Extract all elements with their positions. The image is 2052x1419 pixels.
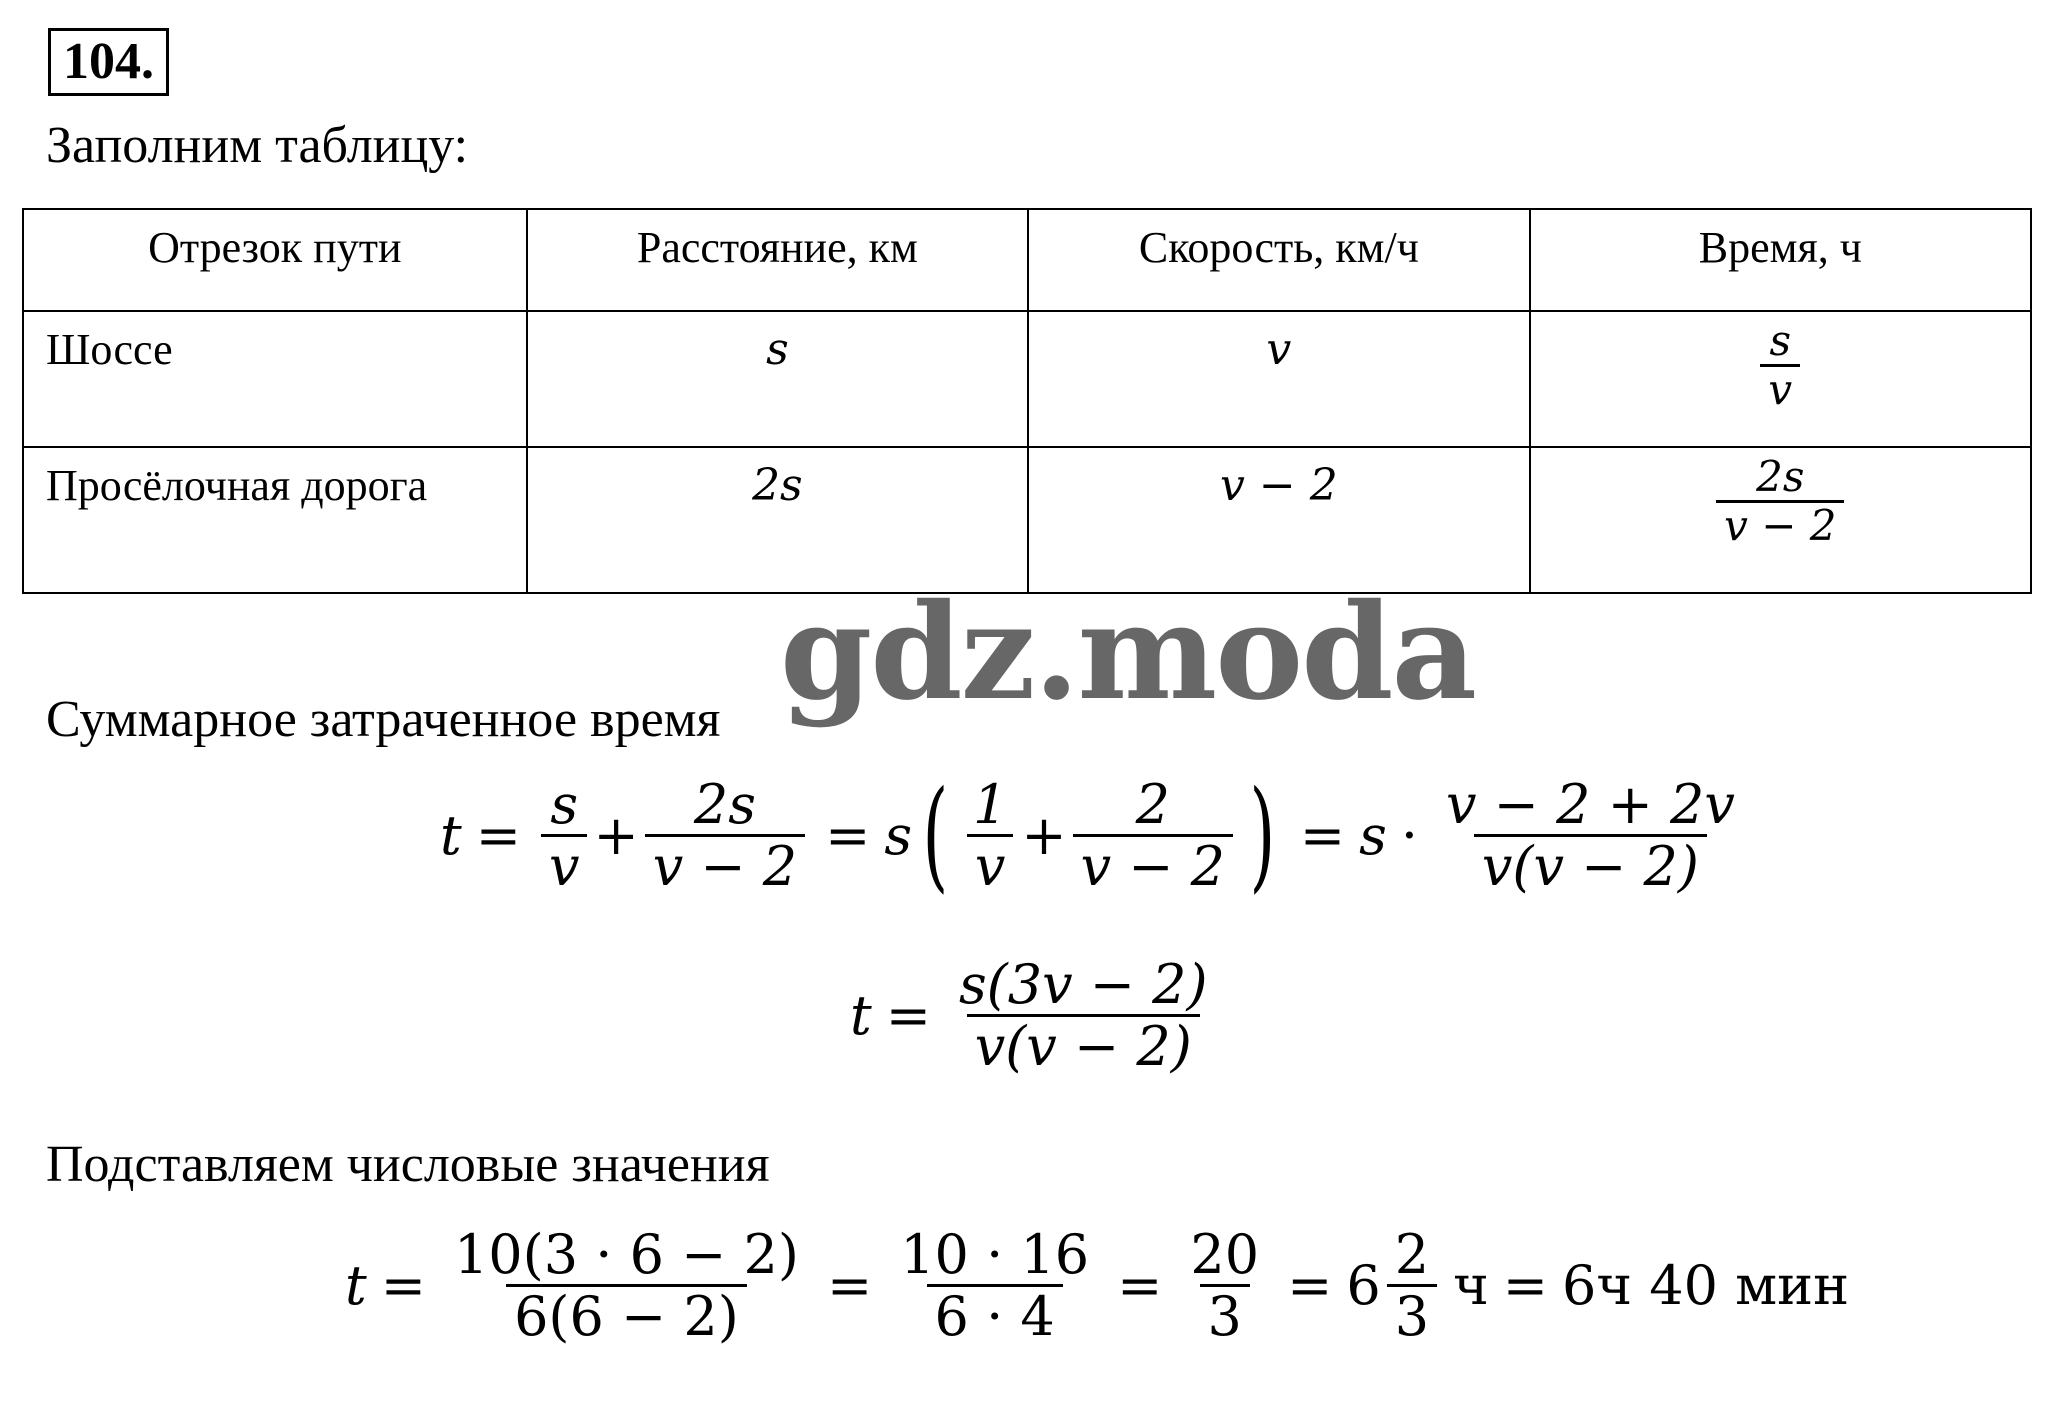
equation-1: [440, 765, 1749, 905]
eq1-right-paren: ): [1249, 765, 1276, 905]
eq3-equals: =: [380, 1254, 426, 1318]
substitute-label: Подставляем числовые значения: [46, 1136, 770, 1193]
eq1-frac5-den: v(v − 2): [1474, 834, 1707, 896]
eq3-equals-2: =: [826, 1254, 873, 1318]
segment-cell: Просёлочная дорога: [23, 447, 527, 593]
distance-cell: s: [527, 311, 1029, 447]
eq1-equals-2: =: [825, 804, 871, 868]
eq3-frac1: [446, 1225, 807, 1347]
eq1-frac1-den: v: [541, 834, 588, 896]
eq3-frac3: [1182, 1225, 1267, 1347]
eq3-equals-4: =: [1287, 1254, 1333, 1318]
eq3-lhs: t: [345, 1254, 367, 1318]
eq3-frac1-num: 10(3 · 6 − 2): [453, 1223, 799, 1286]
eq1-frac4-den: v − 2: [1073, 834, 1233, 896]
eq2-num: s(3v − 2): [958, 953, 1208, 1016]
eq3-whole: 6: [1346, 1254, 1381, 1318]
time-fraction: [1716, 454, 1844, 549]
eq1-s: s: [884, 804, 913, 868]
eq1-frac1: [541, 775, 588, 897]
header-speed: Скорость, км/ч: [1028, 209, 1529, 311]
time-numerator: 2s: [1756, 452, 1805, 501]
eq3-frac1-den: 6(6 − 2): [506, 1284, 747, 1346]
eq3-frac4-den: 3: [1387, 1284, 1437, 1346]
time-denominator: v: [1760, 364, 1800, 413]
eq2-equals: =: [885, 984, 931, 1048]
eq3-equals-3: =: [1117, 1254, 1163, 1318]
eq1-frac5: [1438, 775, 1743, 897]
watermark-logo: gdz.moda: [780, 575, 1476, 730]
eq1-s-2: s: [1359, 804, 1387, 868]
eq1-left-paren: (: [922, 765, 949, 905]
eq1-frac2-num: 2s: [693, 773, 756, 836]
eq2-lhs: t: [850, 984, 872, 1048]
time-cell: [1530, 447, 2031, 593]
equation-3: [345, 1225, 1849, 1347]
equation-2: [850, 955, 1222, 1077]
intro-text: Заполним таблицу:: [46, 117, 469, 174]
eq1-plus: +: [593, 804, 639, 868]
eq1-frac4: [1073, 775, 1233, 897]
eq1-frac3-den: v: [967, 834, 1014, 896]
data-table: [22, 208, 2032, 594]
eq3-frac3-num: 20: [1190, 1223, 1260, 1286]
time-fraction: [1760, 318, 1800, 413]
table-row: [23, 447, 2031, 593]
eq1-frac5-num: v − 2 + 2v: [1446, 773, 1735, 836]
eq1-dot: ·: [1400, 804, 1418, 868]
time-denominator: v − 2: [1716, 500, 1844, 549]
eq1-frac3: [965, 775, 1015, 897]
eq1-frac2: [645, 775, 805, 897]
eq3-frac4-num: 2: [1394, 1223, 1430, 1286]
eq3-result: 6ч 40 мин: [1562, 1254, 1850, 1318]
eq3-frac2-den: 6 · 4: [927, 1284, 1063, 1346]
eq1-plus-2: +: [1021, 804, 1067, 868]
eq3-unit: ч: [1453, 1254, 1489, 1318]
header-time: Время, ч: [1530, 209, 2031, 311]
header-segment: Отрезок пути: [23, 209, 527, 311]
eq3-frac2-num: 10 · 16: [900, 1223, 1090, 1286]
speed-cell: v: [1028, 311, 1529, 447]
time-cell: [1530, 311, 2031, 447]
eq2-frac: [951, 955, 1216, 1077]
eq1-frac1-num: s: [550, 773, 579, 836]
table-row: [23, 311, 2031, 447]
speed-cell: v − 2: [1028, 447, 1529, 593]
problem-number: 104.: [48, 28, 169, 96]
time-numerator: s: [1769, 316, 1792, 365]
header-distance: Расстояние, км: [527, 209, 1029, 311]
eq3-equals-5: =: [1502, 1254, 1549, 1318]
eq1-frac3-num: 1: [972, 773, 1008, 836]
table-header-row: [23, 209, 2031, 311]
distance-cell: 2s: [527, 447, 1029, 593]
eq1-frac4-num: 2: [1135, 773, 1170, 836]
eq3-frac4: [1387, 1225, 1437, 1347]
eq3-frac3-den: 3: [1200, 1284, 1250, 1346]
eq3-mixed-number: [1346, 1225, 1443, 1347]
segment-cell: Шоссе: [23, 311, 527, 447]
eq1-equals: =: [475, 804, 521, 868]
total-time-label: Суммарное затраченное время: [46, 691, 721, 748]
eq1-lhs: t: [440, 804, 462, 868]
eq3-frac2: [892, 1225, 1097, 1347]
eq2-den: v(v − 2): [967, 1014, 1200, 1076]
eq1-frac2-den: v − 2: [645, 834, 805, 896]
eq1-equals-3: =: [1299, 804, 1346, 868]
